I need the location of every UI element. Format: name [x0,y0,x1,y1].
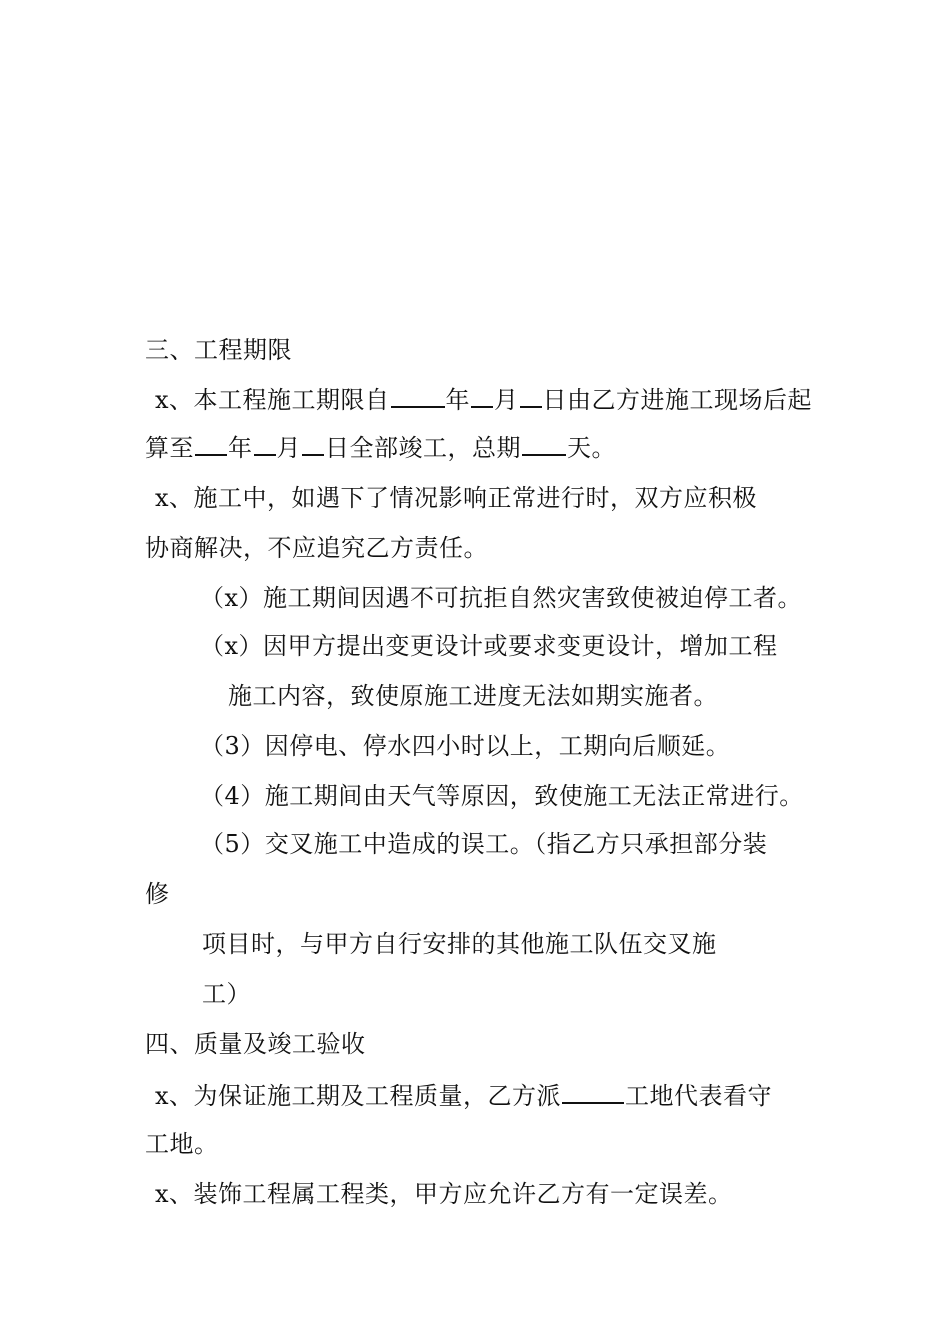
s4-item-1-line-2: 工地。 [145,1130,219,1158]
blank-month-start [471,382,493,408]
s3-item-2-line-2: 协商解决，不应追究乙方责任。 [145,534,488,562]
s3-sub-1: （x）施工期间因遇不可抗拒自然灾害致使被迫停工者。 [200,584,803,612]
s3-item-1-line-1: x、本工程施工期限自 年 月 日由乙方进施工现场后起 [155,382,812,416]
s4-item-1-line-1: x、为保证施工期及工程质量，乙方派 工地代表看守 [155,1078,772,1112]
blank-year-end [195,430,227,456]
blank-day-start [520,382,542,408]
section-4-title: 四、质量及竣工验收 [145,1030,366,1058]
s3-sub-3: （3）因停电、停水四小时以上，工期向后顺延。 [200,732,731,760]
blank-month-end [254,430,276,456]
s3-sub-2-line-2: 施工内容，致使原施工进度无法如期实施者。 [228,682,718,710]
section-3-title: 三、工程期限 [145,336,292,364]
s4-item-2: x、装饰工程属工程类，甲方应允许乙方有一定误差。 [155,1180,733,1208]
blank-year-start [391,382,445,408]
s3-sub-2-line-1: （x）因甲方提出变更设计或要求变更设计，增加工程 [200,632,778,660]
s3-sub-5-line-4: 工） [202,980,251,1008]
blank-day-end [302,430,324,456]
s3-item-1-line-2: 算至 年 月 日全部竣工，总期 天。 [145,430,616,464]
s3-sub-4: （4）施工期间由天气等原因，致使施工无法正常进行。 [200,782,804,810]
s3-sub-5-line-2: 修 [145,880,170,908]
s3-item-2-line-1: x、施工中，如遇下了情况影响正常进行时，双方应积极 [155,484,758,512]
blank-site-representative [562,1078,624,1104]
s3-sub-5-line-3: 项目时，与甲方自行安排的其他施工队伍交叉施 [202,930,717,958]
blank-total-days [522,430,566,456]
s3-sub-5-line-1: （5）交叉施工中造成的误工。（指乙方只承担部分装 [200,830,768,858]
